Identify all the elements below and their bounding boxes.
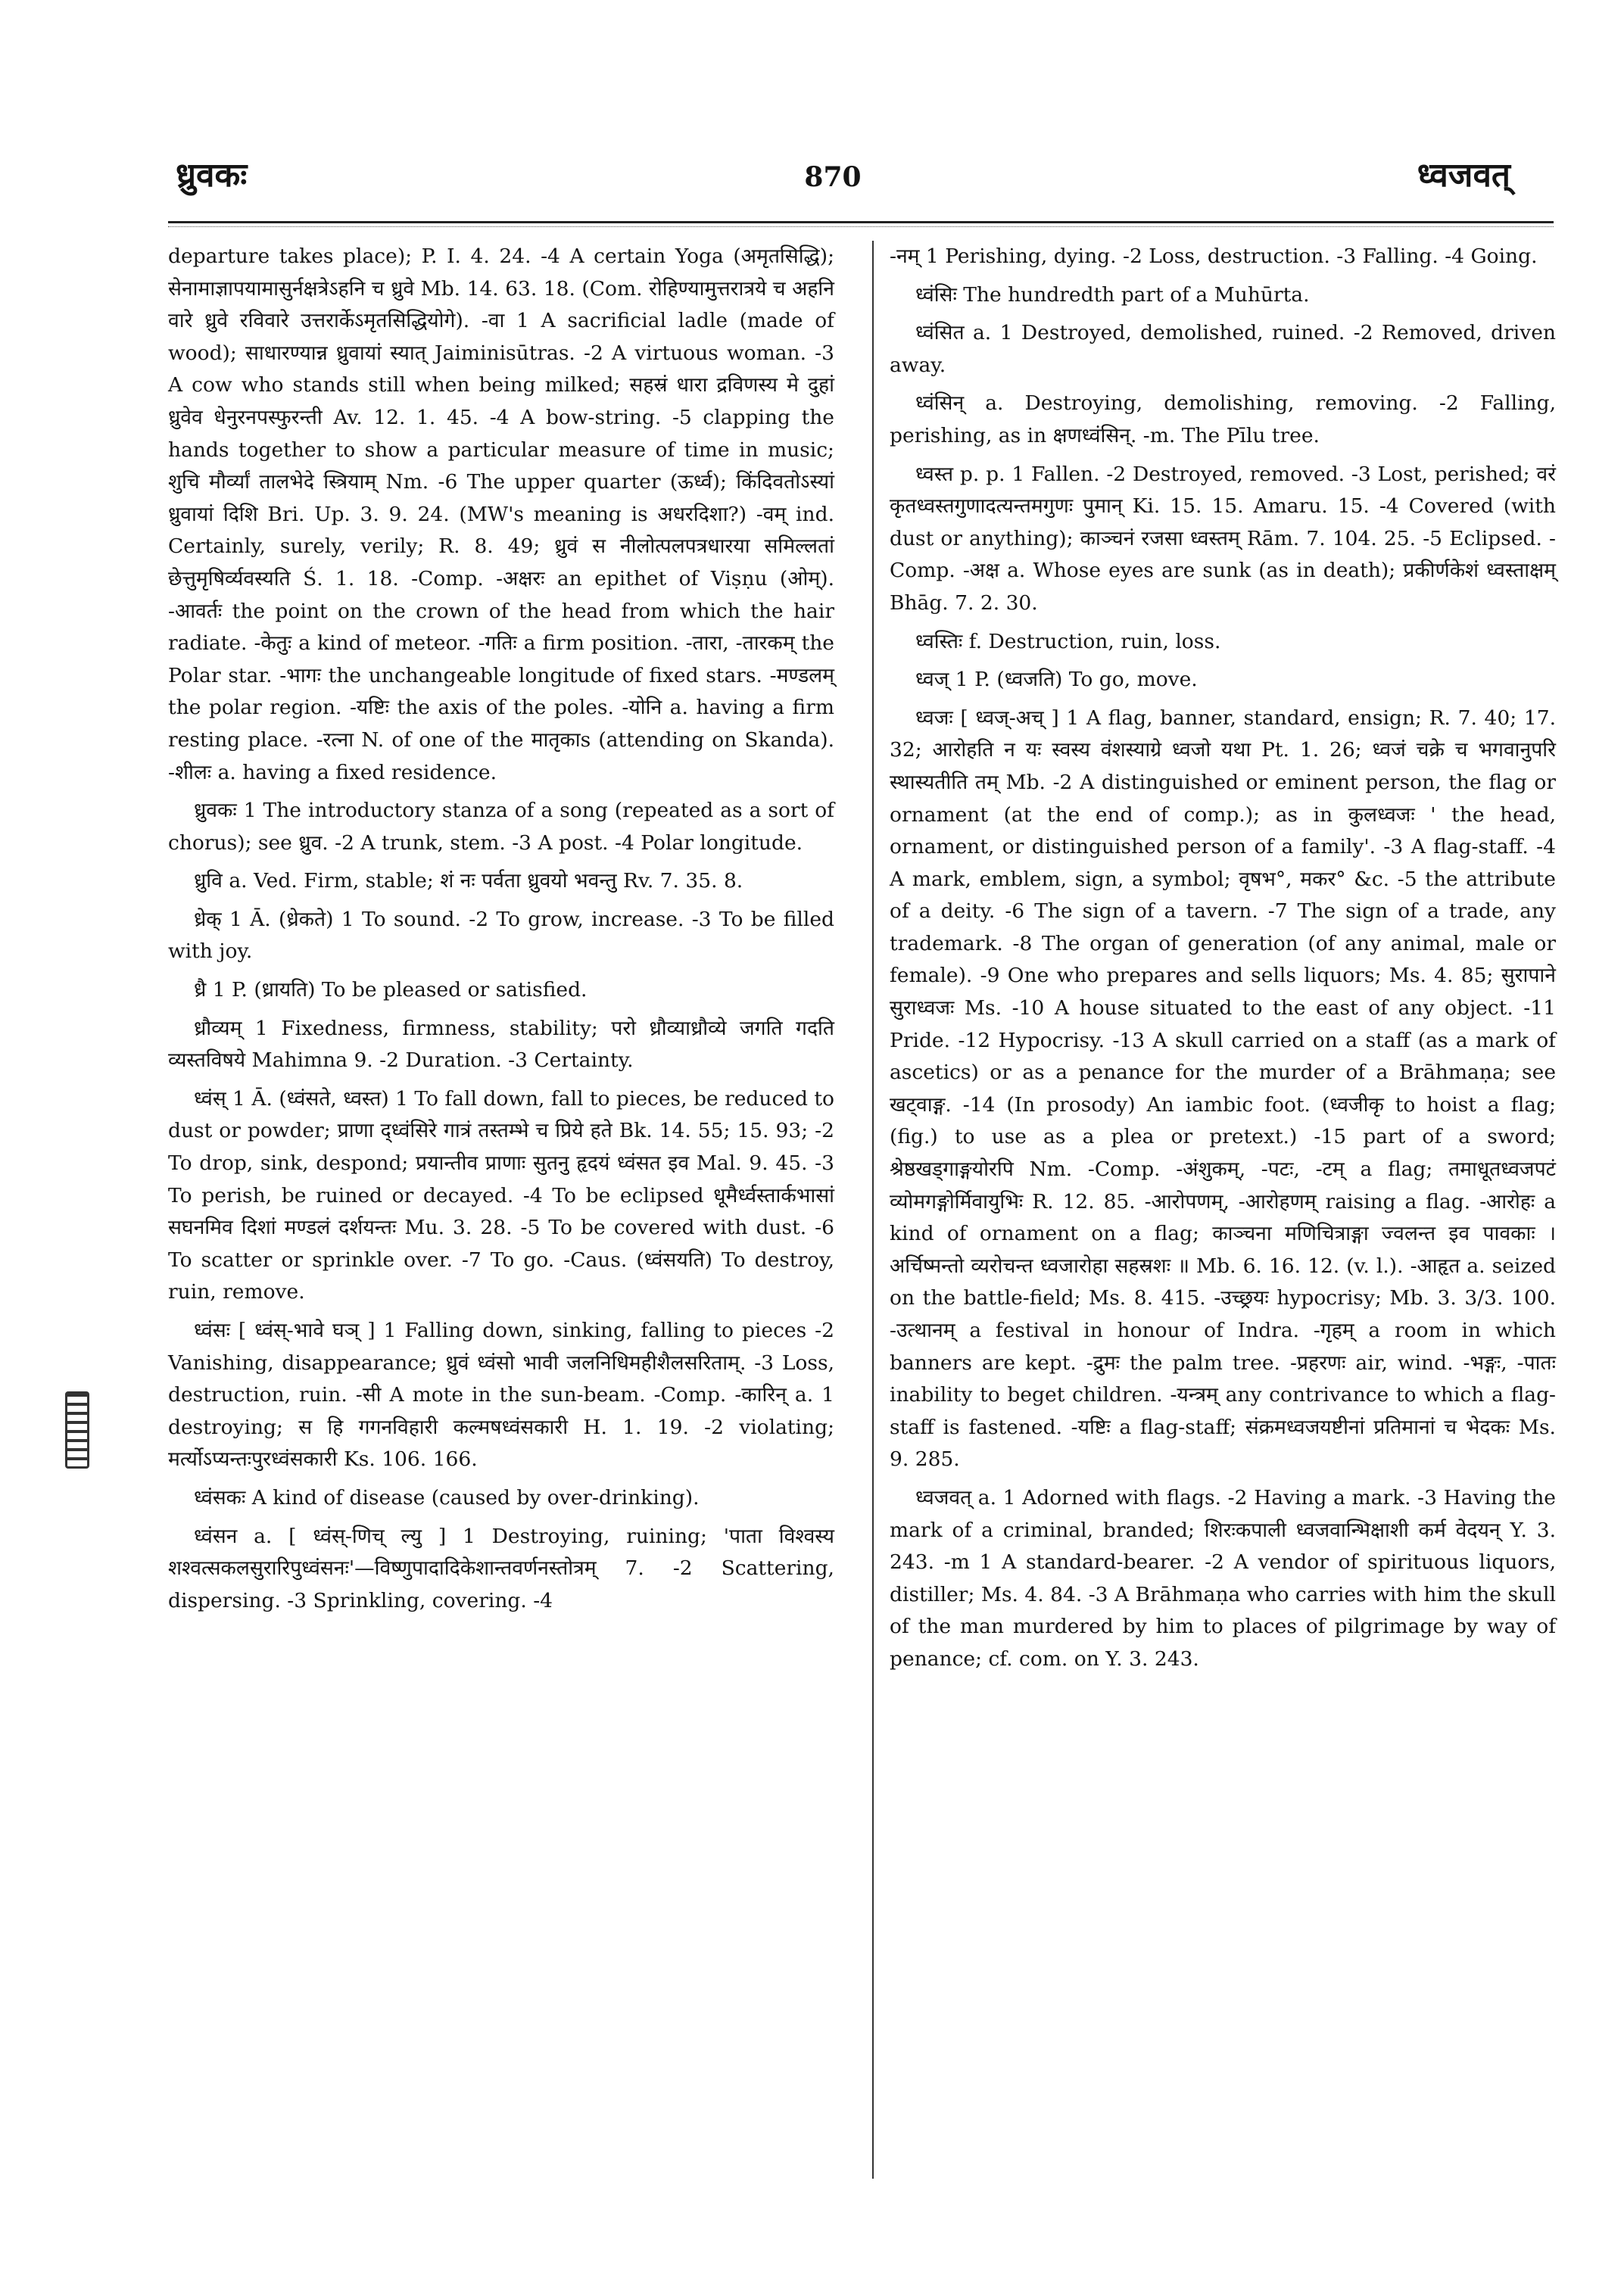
dictionary-entry-dhrek: ध्रेक् 1 Ā. (ध्रेकते) 1 To sound. -2 To grow, increase. -3 To be filled with joy. [168,907,834,964]
dictionary-entry-dhvasta: ध्वस्त p. p. 1 Fallen. -2 Destroyed, removed. -3 Lost, perished; वरं कृतध्वस्तगुणादत्यन्तमगुणः पुमान् Ki. 15. 15. Amaru. 15. -4 Covered (with dust or anything); काञ्चनं रजसा ध्वस्तम् Rām. 7. 104. 25. -5 Eclipsed. -Comp. -अक्ष a. Whose eyes are sunk (as in death); प्रकीर्णकेशं ध्वस्ताक्षम् Bhāg. 7. 2. 30. [890,462,1556,615]
dictionary-entry-dhvamsita: ध्वंसित a. 1 Destroyed, demolished, ruined. -2 Removed, driven away. [890,321,1556,377]
dictionary-entry-dhvastih: ध्वस्तिः f. Destruction, ruin, loss. [915,629,1221,653]
dictionary-entry-dhruvi: ध्रुवि a. Ved. Firm, stable; शं नः पर्वता ध्रुवयो भवन्तु Rv. 7. 35. 8. [194,869,743,893]
column-divider [872,241,874,2179]
margin-ruler-icon [65,1391,89,1469]
dictionary-entry-dhvamsakah: ध्वंसकः A kind of disease (caused by over-drinking). [194,1485,700,1509]
dictionary-entry-dhvamsah: ध्वंसः [ ध्वंस्-भावे घञ् ] 1 Falling down, sinking, falling to pieces -2 Vanishing, disappearance; ध्रुवं ध्वंसो भावी जलनिधिमहीशैलसरिताम्. -3 Loss, destruction, ruin. -सी A mote in the sun-beam. -Comp. -कारिन् a. 1 destroying; स हि गगनविहारी कल्मषध्वंसकारी H. 1. 19. -2 violating; मर्त्योऽप्यन्तःपुरध्वंसकारी Ks. 106. 166. [168,1319,834,1472]
dictionary-entry-dhvamsana: ध्वंसन a. [ ध्वंस्-णिच् ल्यु ] 1 Destroying, ruining; 'पाता विश्वस्य शश्वत्सकलसुरारिपुध्वंसनः'—विष्णुपादादिकेशान्तवर्णनस्तोत्रम् 7. -2 Scattering, dispersing. -3 Sprinkling, covering. -4 [168,1524,834,1612]
left-column [168,241,834,1623]
page-number: 870 [804,161,862,193]
dictionary-entry-dhvaj: ध्वज् 1 P. (ध्वजति) To go, move. [915,668,1198,692]
dictionary-entry-dhvajah: ध्वजः [ ध्वज्-अच् ] 1 A flag, banner, standard, ensign; R. 7. 40; 17. 32; आरोहति न यः स्वस्य वंशस्याग्रे ध्वजो यथा Pt. 1. 26; ध्वजं चक्रे च भगवानुपरि स्थास्यतीति तम् Mb. -2 A distinguished or eminent person, the flag or ornament (at the end of comp.); as in कुलध्वजः ' the head, ornament, or distinguished person of a family'. -3 A flag-staff. -4 A mark, emblem, sign, a symbol; वृषभ°, मकर° &c. -5 the attribute of a deity. -6 The sign of a tavern. -7 The sign of a trade, any trademark. -8 The organ of generation (of any animal, male or female). -9 One who prepares and sells liquors; Ms. 4. 85; सुरापाने सुराध्वजः Ms. -10 A house situated to the east of any object. -11 Pride. -12 Hypocrisy. -13 A skull carried on a staff (as a mark of ascetics) or as a penance for the murder of a Brāhmaṇa; see खट्वाङ्ग. -14 (In prosody) An iambic foot. (ध्वजीकृ to hoist a flag; (fig.) to use as a plea or pretext.) -15 part of a sword; श्रेष्ठखड्गाङ्गयोरपि Nm. -Comp. -अंशुकम्, -पटः, -टम् a flag; तमाधूतध्वजपटं व्योमगङ्गोर्मिवायुभिः R. 12. 85. -आरोपणम्, -आरोहणम् raising a flag. -आरोहः a kind of ornament on a flag; काञ्चना मणिचित्राङ्गा ज्वलन्त इव पावकाः । अर्चिष्मन्तो व्यरोचन्त ध्वजारोहा सहस्रशः ॥ Mb. 6. 16. 12. (v. l.). -आहृत a. seized on the battle-field; Ms. 8. 415. -उच्छ्रयः hypocrisy; Mb. 3. 3/3. 100. -उत्थानम् a festival in honour of Indra. -गृहम् a room in which banners are kept. -द्रुमः the palm tree. -प्रहरणः air, wind. -भङ्गः, -पातः inability to beget children. -यन्त्रम् any contrivance to which a flag-staff is fastened. -यष्टिः a flag-staff; संक्रमध्वजयष्टीनां प्रतिमानां च भेदकः Ms. 9. 285. [890,706,1556,1472]
dictionary-entry-dhvams: ध्वंस् 1 Ā. (ध्वंसते, ध्वस्त) 1 To fall down, fall to pieces, be reduced to dust or powder; प्राणा द्ध्वंसिरे गात्रं तस्तम्भे च प्रिये हते Bk. 14. 55; 15. 93; -2 To drop, sink, despond; प्रयान्तीव प्राणाः सुतनु हृदयं ध्वंसत इव Mal. 9. 45. -3 To perish, be ruined or decayed. -4 To be eclipsed धूमैर्ध्वस्तार्कभासां सघनमिव दिशां मण्डलं दर्शयन्तः Mu. 3. 28. -5 To be covered with dust. -6 To scatter or sprinkle over. -7 To go. -Caus. (ध्वंसयति) To destroy, ruin, remove. [168,1086,834,1304]
header-rule [168,221,1554,223]
dictionary-entry-cont-dhvamsana: -नम् 1 Perishing, dying. -2 Loss, destruction. -3 Falling. -4 Going. [890,245,1538,268]
dictionary-entry-dhrai: ध्रै 1 P. (ध्रायति) To be pleased or satisfied. [194,978,588,1002]
dictionary-entry-dhvajavat: ध्वजवत् a. 1 Adorned with flags. -2 Having a mark. -3 Having the mark of a criminal, branded; शिरःकपाली ध्वजवान्भिक्षाशी कर्म वेदयन् Y. 3. 243. -m 1 A standard-bearer. -2 A vendor of spirituous liquors, distiller; Ms. 4. 84. -3 A Brāhmaṇa who carries with him the skull of the man murdered by him to places of pilgrimage by way of penance; cf. com. on Y. 3. 243. [890,1485,1556,1671]
right-column [890,241,1556,1682]
header-rule-dotted [168,226,1554,227]
header-guide-word-left: ध्रुवकः [176,156,248,195]
dictionary-entry-dhvamsih: ध्वंसिः The hundredth part of a Muhūrta. [915,282,1310,307]
dictionary-entry-cont-dhruva: departure takes place); P. I. 4. 24. -4 A certain Yoga (अमृतसिद्धि); सेनामाज्ञापयामासुर्नक्षत्रेऽहनि च ध्रुवे Mb. 14. 63. 18. (Com. रोहिण्यामुत्तरात्रये च अहनि वारे ध्रुवे रविवारे उत्तरार्केऽमृतसिद्धियोगे). -वा 1 A sacrificial ladle (made of wood); साधारण्यान्न ध्रुवायां स्यात् Jaiminisūtras. -2 A virtuous woman. -3 A cow who stands still when being milked; सहस्रं धारा द्रविणस्य मे दुहां ध्रुवेव धेनुरनपस्फुरन्ती Av. 12. 1. 45. -4 A bow-string. -5 clapping the hands together to show a particular measure of time in music; शुचि मौर्व्यां तालभेदे स्त्रियाम् Nm. -6 The upper quarter (ऊर्ध्व); किंदिवतोऽस्यां ध्रुवायां दिशि Bri. Up. 3. 9. 24. (MW's meaning is अधरदिशा?) -वम् ind. Certainly, surely, verily; R. 8. 49; ध्रुवं स नीलोत्पलपत्रधारया समिल्लतां छेत्तुमृषिर्व्यवस्यति Ś. 1. 18. -Comp. -अक्षरः an epithet of Viṣṇu (ओम्). -आवर्तः the point on the crown of the head from which the hair radiate. -केतुः a kind of meteor. -गतिः a firm position. -तारा, -तारकम् the Polar star. -भागः the unchangeable longitude of fixed stars. -मण्डलम् the polar region. -यष्टिः the axis of the poles. -योनि a. having a firm resting place. -रत्ना N. of one of the मातृकाs (attending on Skanda). -शीलः a. having a fixed residence. [168,245,834,784]
dictionary-entry-dhruvakah: ध्रुवकः 1 The introductory stanza of a song (repeated as a sort of chorus); see ध्रुव. -2 A trunk, stem. -3 A post. -4 Polar longitude. [168,799,834,855]
dictionary-entry-dhrauvyam: ध्रौव्यम् 1 Fixedness, firmness, stability; परो ध्रौव्याध्रौव्ये जगति गदति व्यस्तविषये Mahimna 9. -2 Duration. -3 Certainty. [168,1016,834,1073]
dictionary-entry-dhvamsin: ध्वंसिन् a. Destroying, demolishing, removing. -2 Falling, perishing, as in क्षणध्वंसिन्. -m. The Pīlu tree. [890,391,1556,447]
header-guide-word-right: ध्वजवत् [1417,156,1510,195]
